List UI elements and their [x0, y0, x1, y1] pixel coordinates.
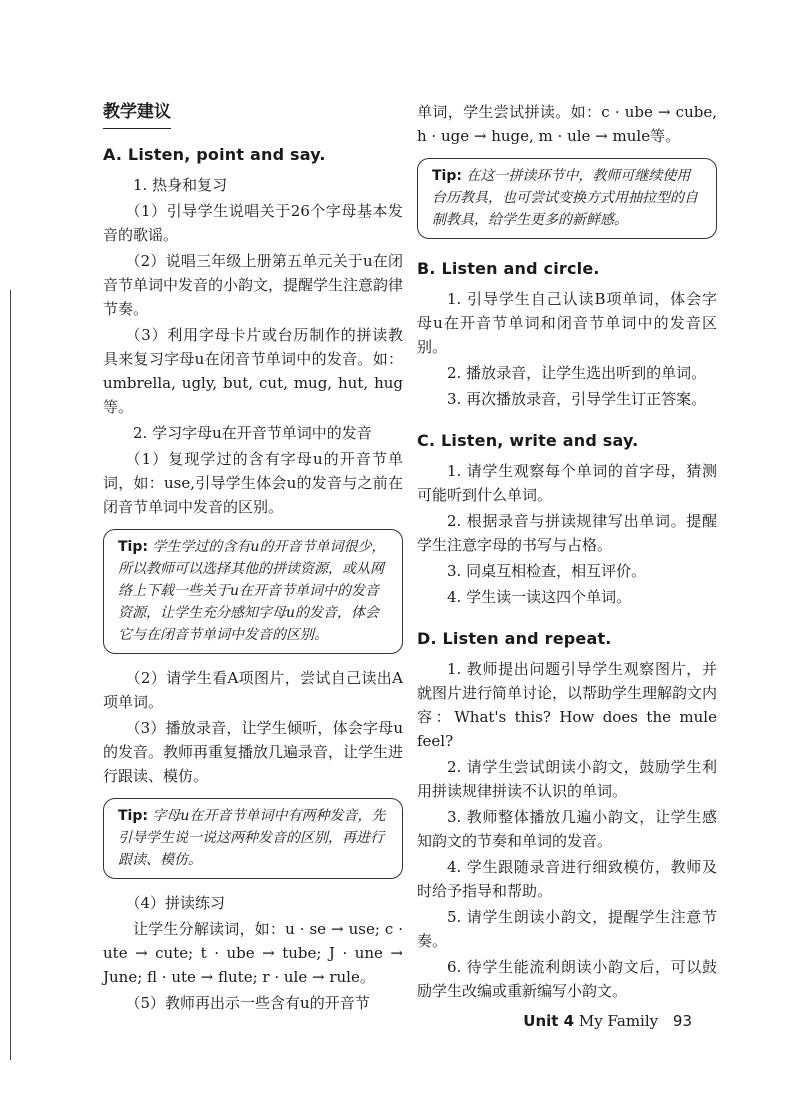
section-b-heading: B. Listen and circle. [417, 259, 600, 278]
section-a-heading: A. Listen, point and say. [103, 145, 326, 164]
paragraph: 3. 教师整体播放几遍小韵文，让学生感知韵文的节奏和单词的发音。 [417, 808, 717, 850]
paragraph: （5）教师再出示一些含有u的开音节 [125, 994, 370, 1012]
paragraph: （2）请学生看A项图片，尝试自己读出A项单词。 [103, 669, 403, 711]
paragraph: 单词，学生尝试拼读。如：c · ube → cube, h · uge → huge, m · ule → mule等。 [417, 103, 717, 145]
paragraph: （1）复现学过的含有字母u的开音节单词，如：use,引导学生体会u的发音与之前在闭音节单词中发音的区别。 [103, 450, 403, 516]
paragraph: 2. 播放录音，让学生选出听到的单词。 [447, 364, 707, 382]
tip-text: 字母u在开音节单词中有两种发音，先引导学生说一说这两种发音的区别，再进行跟读、模仿。 [118, 808, 386, 868]
paragraph: 2. 请学生尝试朗读小韵文，鼓励学生利用拼读规律拼读不认识的单词。 [417, 758, 717, 800]
page-number: 93 [672, 1012, 692, 1030]
paragraph: 1. 请学生观察每个单词的首字母，猜测可能听到什么单词。 [417, 462, 717, 504]
page-title: 教学建议 [103, 100, 171, 129]
footer-unit: Unit 4 [523, 1012, 575, 1030]
paragraph: （4）拼读练习 [125, 894, 226, 912]
paragraph: 4. 学生读一读这四个单词。 [447, 588, 632, 606]
paragraph: 2. 学习字母u在开音节单词中的发音 [133, 424, 372, 442]
right-column [417, 100, 717, 1005]
paragraph: 6. 待学生能流利朗读小韵文后，可以鼓励学生改编或重新编写小韵文。 [417, 958, 717, 1000]
tip-label: Tip: [118, 808, 148, 824]
tip-label: Tip: [118, 539, 148, 555]
left-column [103, 100, 403, 1017]
paragraph: （3）利用字母卡片或台历制作的拼读教具来复习字母u在闭音节单词中的发音。如：umbrella, ugly, but, cut, mug, hut, hug等。 [103, 326, 403, 416]
footer-unit-title: My Family [578, 1012, 659, 1030]
paragraph: 1. 引导学生自己认读B项单词，体会字母u在开音节单词和闭音节单词中的发音区别。 [417, 290, 717, 356]
binding-edge-line [10, 290, 11, 1060]
tip-box [103, 798, 403, 879]
paragraph: 5. 请学生朗读小韵文，提醒学生注意节奏。 [417, 908, 717, 950]
section-d-heading: D. Listen and repeat. [417, 629, 612, 648]
tip-box [103, 529, 403, 654]
paragraph: 3. 再次播放录音，引导学生订正答案。 [447, 390, 707, 408]
tip-text: 学生学过的含有u的开音节单词很少，所以教师可以选择其他的拼读资源，或从网络上下载一些关于u在开音节单词中的发音资源，让学生充分感知字母u的发音，体会它与在闭音节单词中发音的区别。 [118, 539, 386, 643]
tip-box [417, 158, 717, 239]
section-c-heading: C. Listen, write and say. [417, 431, 639, 450]
paragraph: （1）引导学生说唱关于26个字母基本发音的歌谣。 [103, 202, 403, 244]
tip-label: Tip: [432, 168, 462, 184]
paragraph: （2）说唱三年级上册第五单元关于u在闭音节单词中发音的小韵文，提醒学生注意韵律节奏。 [103, 252, 404, 318]
paragraph: 1. 热身和复习 [133, 176, 228, 194]
paragraph: 3. 同桌互相检查，相互评价。 [447, 562, 647, 580]
paragraph: 2. 根据录音与拼读规律写出单词。提醒学生注意字母的书写与占格。 [417, 512, 717, 554]
paragraph: 1. 教师提出问题引导学生观察图片，并就图片进行简单讨论，以帮助学生理解韵文内容：What's this? How does the mule feel? [417, 660, 718, 750]
paragraph: 4. 学生跟随录音进行细致模仿，教师及时给予指导和帮助。 [417, 858, 717, 900]
paragraph: 让学生分解读词，如：u · se → use; c · ute → cute; t · ube → tube; J · une → June; fl · ute → flute; r · ule → rule。 [103, 920, 403, 986]
paragraph: （3）播放录音，让学生倾听，体会字母u的发音。教师再重复播放几遍录音，让学生进行跟读、模仿。 [103, 719, 404, 785]
page-footer [523, 1012, 692, 1030]
tip-text: 在这一拼读环节中，教师可继续使用台历教具，也可尝试变换方式用抽拉型的自制教具，给学生更多的新鲜感。 [432, 168, 698, 228]
